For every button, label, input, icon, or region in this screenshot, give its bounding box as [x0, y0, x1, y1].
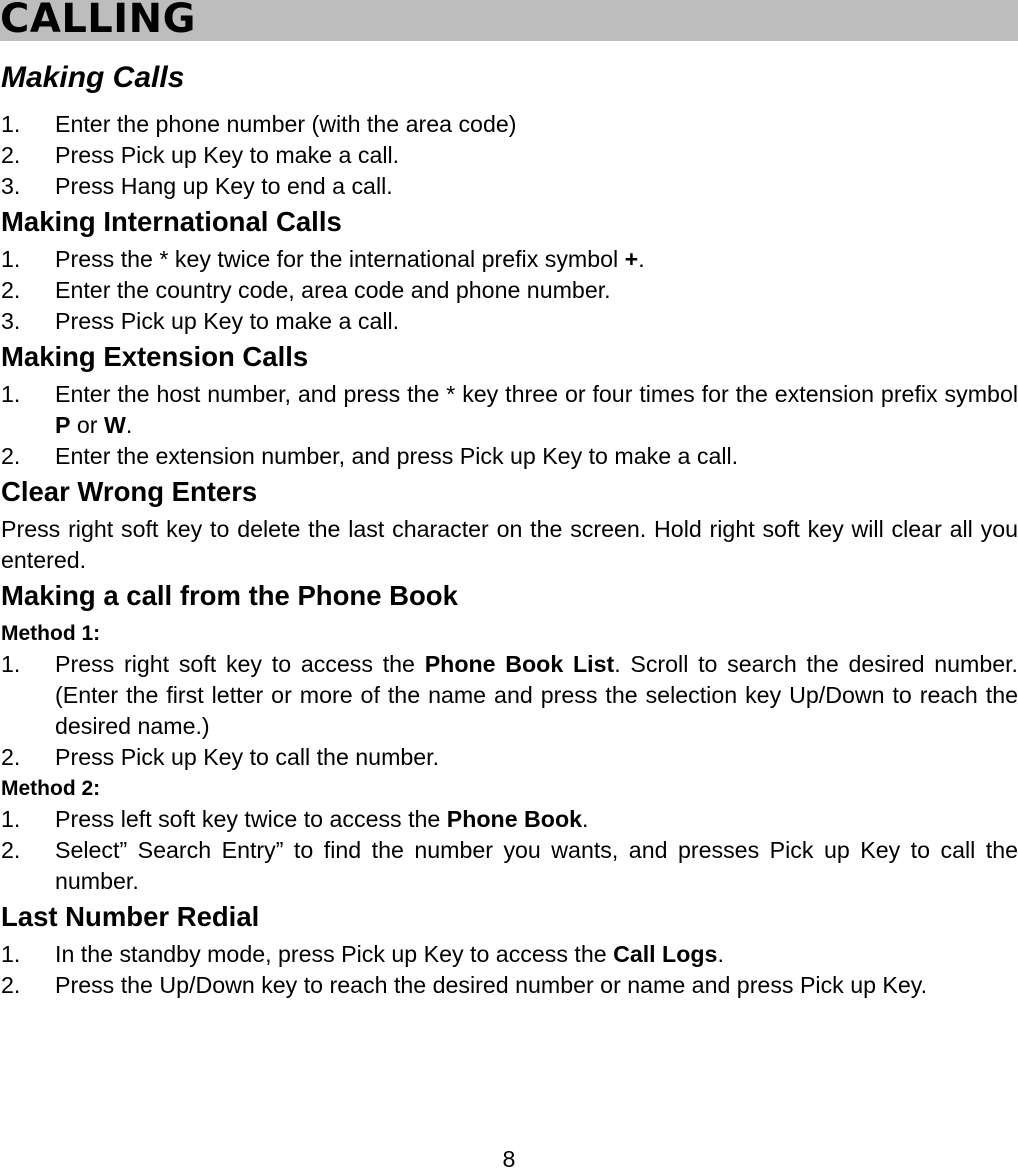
list-item: 3. Press Pick up Key to make a call. [1, 308, 400, 334]
page-number: 8 [502, 1146, 516, 1172]
list-item: 1. Press the * key twice for the international prefix symbol +. [1, 246, 645, 272]
list-item: 1. In the standby mode, press Pick up Key to access the Call Logs. [1, 941, 724, 967]
list-item: 1. Press right soft key to access the Phone Book List. Scroll to search the desired number. (Enter the first letter or more of the name and press the selection key Up/Down to reach the desired name.) [1, 651, 1018, 739]
page-content [1, 57, 1018, 1001]
list-item: 2. Press Pick up Key to call the number. [1, 744, 440, 770]
method-1-list [1, 649, 1018, 773]
list-item: 2. Enter the extension number, and press Pick up Key to make a call. [1, 443, 739, 469]
list-item: 2. Enter the country code, area code and phone number. [1, 277, 611, 303]
method-2-label: Method 2: [1, 777, 101, 800]
making-calls-list [1, 109, 1018, 202]
section-title-redial: Last Number Redial [1, 901, 260, 932]
international-list [1, 244, 1018, 337]
section-title-extension: Making Extension Calls [1, 341, 309, 372]
list-item: 1. Enter the phone number (with the area code) [1, 111, 517, 137]
chapter-title-bar [0, 0, 1018, 41]
section-title-clear: Clear Wrong Enters [1, 476, 258, 507]
redial-list [1, 939, 1018, 1001]
method-1-label: Method 1: [1, 622, 101, 645]
list-item: 3. Press Hang up Key to end a call. [1, 173, 393, 199]
extension-list [1, 379, 1018, 472]
list-item: 1. Press left soft key twice to access the Phone Book. [1, 806, 589, 832]
section-title-making-calls: Making Calls [1, 61, 185, 94]
list-item: 2. Press the Up/Down key to reach the desired number or name and press Pick up Key. [1, 972, 928, 998]
clear-paragraph: Press right soft key to delete the last character on the screen. Hold right soft key will clear all you entered. [1, 516, 1018, 573]
list-item: 2. Press Pick up Key to make a call. [1, 142, 400, 168]
list-item: 2. Select” Search Entry” to find the number you wants, and presses Pick up Key to call the number. [1, 837, 1018, 894]
section-title-phone-book: Making a call from the Phone Book [1, 580, 458, 611]
section-title-international: Making International Calls [1, 206, 342, 237]
list-item: 1. Enter the host number, and press the * key three or four times for the extension prefix symbol P or W. [1, 381, 1018, 438]
method-2-list [1, 804, 1018, 897]
chapter-title: CALLING [0, 0, 196, 42]
